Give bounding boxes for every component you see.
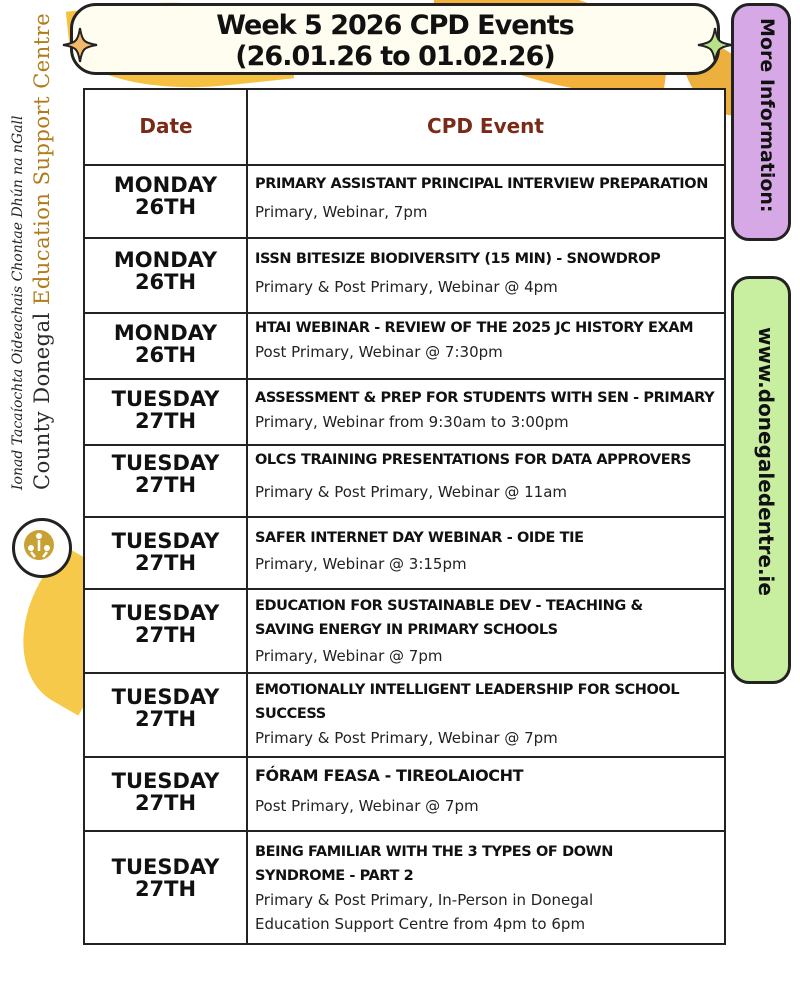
event-info bbox=[255, 247, 720, 299]
table-row bbox=[85, 832, 724, 943]
event-title: PRIMARY ASSISTANT PRINCIPAL INTERVIEW PREPARATION bbox=[255, 176, 708, 192]
table-row bbox=[85, 590, 724, 674]
centre-branding bbox=[0, 0, 80, 600]
irish-centre-name: Ionad Tacaíochta Oideachais Chontae Dhún na nGall bbox=[10, 115, 26, 490]
event-info bbox=[255, 316, 720, 364]
event-title: FÓRAM FEASA - TIREOLAIOCHT bbox=[255, 766, 524, 785]
event-date: TUESDAY 27TH bbox=[111, 769, 220, 815]
event-details: Primary & Post Primary, Webinar @ 11am bbox=[255, 483, 568, 501]
event-column-header: CPD Event bbox=[427, 114, 544, 138]
event-date: TUESDAY 27TH bbox=[111, 601, 220, 647]
event-info bbox=[255, 172, 720, 224]
event-info bbox=[255, 526, 720, 576]
table-row bbox=[85, 314, 724, 380]
table-row bbox=[85, 380, 724, 446]
website-pill[interactable] bbox=[731, 276, 791, 684]
event-title: ISSN BITESIZE BIODIVERSITY (15 MIN) - SNOWDROP bbox=[255, 251, 661, 267]
event-date: MONDAY 26TH bbox=[113, 321, 218, 367]
event-date: MONDAY 26TH bbox=[113, 248, 218, 294]
event-info bbox=[255, 448, 720, 504]
event-title: EMOTIONALLY INTELLIGENT LEADERSHIP FOR SCHOOL SUCCESS bbox=[255, 682, 680, 722]
event-details: Primary & Post Primary, In-Person in Donegal Education Support Centre from 4pm to 6pm bbox=[255, 891, 594, 933]
event-title: OLCS TRAINING PRESENTATIONS FOR DATA APPROVERS bbox=[255, 452, 692, 468]
event-details: Post Primary, Webinar @ 7pm bbox=[255, 797, 479, 815]
event-details: Primary, Webinar @ 3:15pm bbox=[255, 555, 467, 573]
event-info bbox=[255, 386, 720, 434]
event-date: MONDAY 26TH bbox=[113, 173, 218, 219]
event-info bbox=[255, 764, 720, 818]
title-banner bbox=[70, 3, 720, 75]
event-info bbox=[255, 840, 720, 936]
more-info-pill bbox=[731, 3, 791, 241]
event-title: ASSESSMENT & PREP FOR STUDENTS WITH SEN - PRIMARY bbox=[255, 390, 715, 406]
page-title: Week 5 2026 CPD Events bbox=[216, 10, 574, 41]
more-info-label: More Information: bbox=[756, 18, 778, 213]
event-details: Post Primary, Webinar @ 7:30pm bbox=[255, 343, 503, 361]
event-info bbox=[255, 594, 720, 668]
english-centre-name: County Donegal Education Support Centre bbox=[30, 12, 54, 490]
sparkle-star-icon bbox=[62, 27, 98, 63]
event-date: TUESDAY 27TH bbox=[111, 855, 220, 901]
event-title: BEING FAMILIAR WITH THE 3 TYPES OF DOWN SYNDROME - PART 2 bbox=[255, 844, 613, 884]
date-column-header: Date bbox=[139, 114, 193, 138]
sparkle-star-icon bbox=[697, 27, 733, 63]
event-date: TUESDAY 27TH bbox=[111, 387, 220, 433]
table-row bbox=[85, 674, 724, 758]
event-date: TUESDAY 27TH bbox=[111, 451, 220, 497]
table-row bbox=[85, 758, 724, 832]
event-details: Primary & Post Primary, Webinar @ 4pm bbox=[255, 278, 558, 296]
table-header bbox=[85, 90, 724, 166]
event-date: TUESDAY 27TH bbox=[111, 685, 220, 731]
event-title: EDUCATION FOR SUSTAINABLE DEV - TEACHING & SAVING ENERGY IN PRIMARY SCHOOLS bbox=[255, 598, 643, 638]
table-row bbox=[85, 239, 724, 314]
table-row bbox=[85, 446, 724, 518]
event-details: Primary, Webinar, 7pm bbox=[255, 203, 428, 221]
event-details: Primary, Webinar from 9:30am to 3:00pm bbox=[255, 413, 569, 431]
website-link[interactable]: www.donegaledentre.ie bbox=[754, 327, 778, 596]
event-details: Primary, Webinar @ 7pm bbox=[255, 647, 443, 665]
cpd-events-table bbox=[83, 88, 726, 945]
event-info bbox=[255, 678, 720, 750]
event-title: SAFER INTERNET DAY WEBINAR - OIDE TIE bbox=[255, 530, 584, 546]
table-row bbox=[85, 164, 724, 239]
centre-logo-icon bbox=[12, 518, 72, 578]
event-date: TUESDAY 27TH bbox=[111, 529, 220, 575]
page-subtitle-date-range: (26.01.26 to 01.02.26) bbox=[235, 41, 555, 72]
table-row bbox=[85, 518, 724, 590]
event-title: HTAI WEBINAR - REVIEW OF THE 2025 JC HISTORY EXAM bbox=[255, 320, 694, 336]
event-details: Primary & Post Primary, Webinar @ 7pm bbox=[255, 729, 558, 747]
